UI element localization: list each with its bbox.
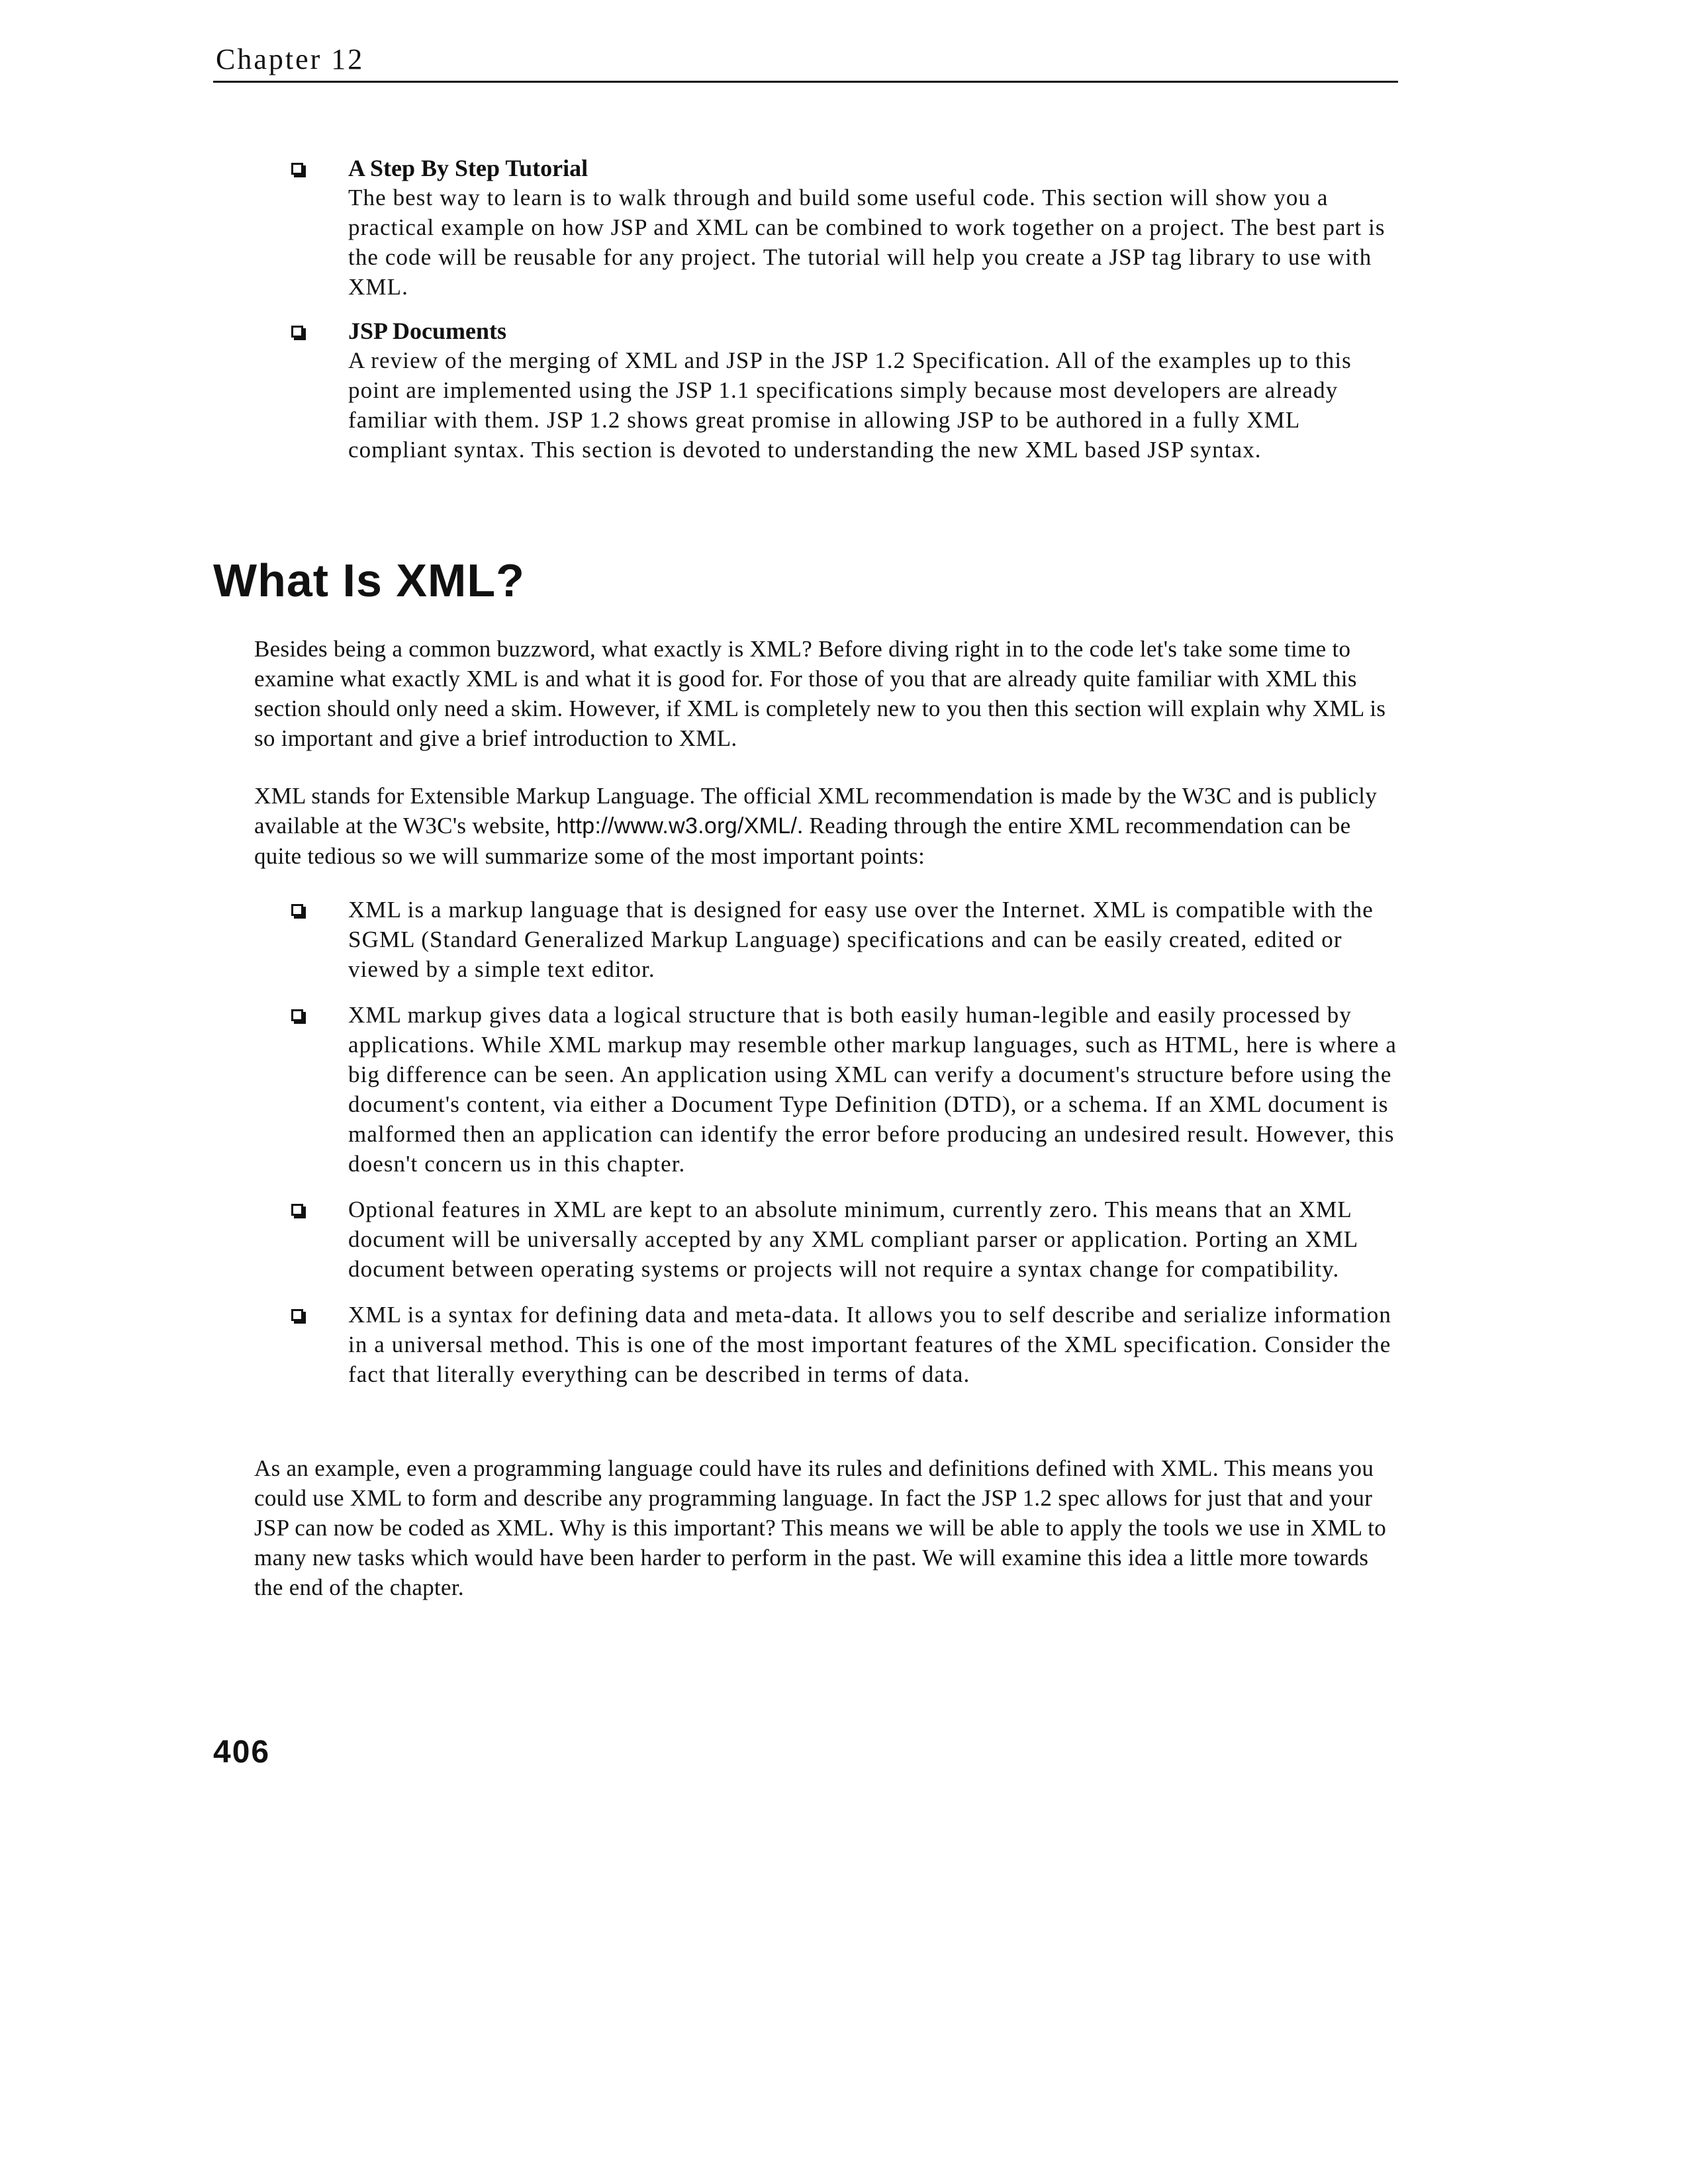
w3c-link[interactable]: http://www.w3.org/XML/ [556,813,798,839]
list-item-body: A review of the merging of XML and JSP in the JSP 1.2 Specification. All of the examples up to this point are implemented using the JSP 1.1 specifications simply because most developers are already familiar with them. JSP 1.2 shows great promise in allowing JSP to be authored in a fully XML compliant syntax. This section is devoted to understanding the new XML based JSP syntax. [348,347,1352,463]
checkbox-bullet-icon [291,1204,303,1216]
list-item-title: JSP Documents [348,318,507,344]
running-header [213,40,1398,83]
list-item-body: The best way to learn is to walk through and build some useful code. This section will show you a practical example on how JSP and XML can be combined to work together on a project. The best part is the code will be reusable for any project. The tutorial will help you create a JSP tag library to use with XML. [348,185,1385,300]
intro-list [291,154,1403,479]
list-item [291,895,1403,984]
paragraph: Besides being a common buzzword, what exactly is XML? Before diving right in to the code let's take some time to examine what exactly XML is and what it is good for. For those of you that are already quite familiar with XML this section should only need a skim. However, if XML is completely new to you then this section will explain why XML is so important and give a brief introduction to XML. [254,636,1386,751]
checkbox-bullet-icon [291,1009,303,1021]
list-item-title: A Step By Step Tutorial [348,155,588,181]
list-item [291,154,1403,302]
paragraph-text: . Reading through the entire XML recommendation can be quite tedious so we will summarize some of the most important points: [254,813,1351,869]
list-item-text: XML is a markup language that is designed for easy use over the Internet. XML is compatible with the SGML (Standard Generalized Markup Language) specifications and can be easily created, edited or viewed by a simple text editor. [348,897,1374,982]
checkbox-bullet-icon [291,904,303,916]
paragraph-text: XML stands for Extensible Markup Language. The official XML recommendation is made by the W3C and is publicly available at the W3C's website, [254,783,1378,839]
chapter-label: Chapter 12 [216,43,365,75]
list-item-text: Optional features in XML are kept to an absolute minimum, currently zero. This means that an XML document will be universally accepted by any XML compliant parser or application. Porting an XML document between operating systems or projects will not require a syntax change for compatibility. [348,1197,1358,1282]
list-item [291,1195,1403,1284]
checkbox-bullet-icon [291,326,303,338]
paragraph-intro [254,634,1399,753]
section-heading: What Is XML? [213,555,525,606]
checkbox-bullet-icon [291,163,303,175]
list-item [291,316,1403,465]
list-item [291,1300,1403,1389]
paragraph: As an example, even a programming language could have its rules and definitions defined with XML. This means you could use XML to form and describe any programming language. In fact the JSP 1.2 spec allows for just that and your JSP can now be coded as XML. Why is this important? This means we will be able to apply the tools we use in XML to many new tasks which would have been harder to perform in the past. We will examine this idea a little more towards the end of the chapter. [254,1455,1387,1600]
paragraph-definition [254,781,1399,871]
list-item-text: XML is a syntax for defining data and meta-data. It allows you to self describe and serialize information in a universal method. This is one of the most important features of the XML specification. Consider the fact that literally everything can be described in terms of data. [348,1302,1391,1387]
list-item-text: XML markup gives data a logical structure that is both easily human-legible and easily processed by applications. While XML markup may resemble other markup languages, such as HTML, here is where a big difference can be seen. An application using XML can verify a document's structure before using the document's content, via either a Document Type Definition (DTD), or a schema. If an XML document is malformed then an application can identify the error before producing an undesired result. However, this doesn't concern us in this chapter. [348,1002,1397,1177]
list-item [291,1000,1403,1179]
page-number: 406 [213,1735,271,1770]
paragraph-example [254,1453,1399,1602]
checkbox-bullet-icon [291,1309,303,1321]
xml-points-list [291,895,1403,1405]
paragraph [254,781,1399,871]
